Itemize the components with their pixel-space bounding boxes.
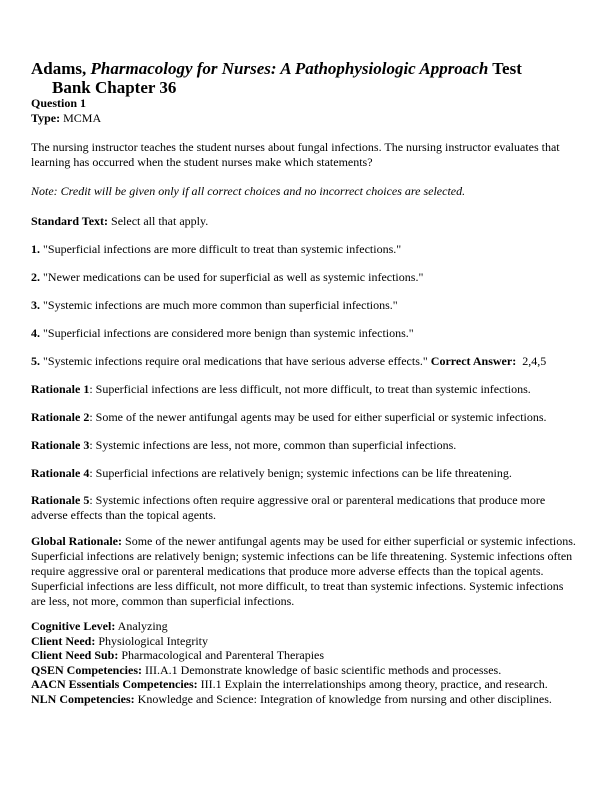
classification-block [31,619,581,706]
classification-label: AACN Essentials Competencies: [31,677,198,691]
option-text: "Systemic infections require oral medications that have serious adverse effects." [43,354,428,368]
type-value: MCMA [63,111,102,125]
option-1 [31,242,581,257]
rationale-label: Rationale 1 [31,382,90,396]
title-book: Pharmacology for Nurses: A Pathophysiologic Approach [90,59,489,78]
classification-label: Cognitive Level: [31,619,116,633]
credit-note: Note: Credit will be given only if all correct choices and no incorrect choices are selected. [31,184,466,198]
question-number: Question 1 [31,96,87,110]
rationale-label: Rationale 4 [31,466,90,480]
classification-value: III.A.1 Demonstrate knowledge of basic scientific methods and processes. [145,662,502,677]
option-number: 3. [31,298,40,312]
type-label: Type: [31,111,61,125]
option-2 [31,270,581,285]
classification-label: Client Need Sub: [31,648,119,662]
correct-answer-label: Correct Answer: [430,354,517,368]
classification-value: Physiological Integrity [98,633,208,648]
rationale-label: Rationale 2 [31,410,90,424]
rationale-text: : Systemic infections are less, not more, common than superficial infections. [89,438,457,452]
question-type [31,111,581,126]
classification-value: Analyzing [117,619,168,633]
title-author: Adams, [31,59,87,78]
option-text: "Systemic infections are much more common than superficial infections." [43,298,398,312]
client-need-sub [31,648,581,663]
option-text: "Newer medications can be used for superficial as well as systemic infections." [43,270,424,284]
option-text: "Superficial infections are considered more benign than systemic infections." [43,326,414,340]
rationale-label: Rationale 3 [31,438,90,452]
title-suffix: Test [492,59,522,78]
classification-label: QSEN Competencies: [31,662,142,677]
classification-value: Pharmacological and Parenteral Therapies [121,648,325,662]
option-number: 1. [31,242,40,256]
option-5 [31,354,581,369]
option-3 [31,298,581,313]
rationale-1 [31,382,581,397]
standard-text-label: Standard Text: [31,214,109,228]
classification-label: NLN Competencies: [31,691,135,706]
classification-value: III.1 Explain the interrelationships among theory, practice, and research. [200,677,548,691]
standard-text [31,214,581,229]
title-line2: Bank Chapter 36 [52,78,177,97]
document-title [31,59,581,97]
option-number: 4. [31,326,40,340]
question-stem: The nursing instructor teaches the student nurses about fungal infections. The nursing instructor evaluates that learning has occurred when the student nurses make which statements? [31,140,560,169]
correct-answer-value: 2,4,5 [522,354,547,368]
rationale-text: : Superficial infections are less difficult, not more difficult, to treat than systemic infections. [89,382,531,396]
rationale-2 [31,410,581,425]
cognitive-level [31,619,581,634]
global-rationale-text: Some of the newer antifungal agents may be used for either superficial or systemic infections. Superficial infections are relatively benign; systemic infections can be life threatening. Systemic infections often require aggressive oral or parenteral medications that produce more adverse effects than the topical agents. Superficial infections are less difficult, not more difficult, to treat than systemic infections. Systemic infections are less, not more, common than superficial infections. [31,534,576,608]
rationale-4 [31,466,581,481]
rationale-text: : Some of the newer antifungal agents may be used for either superficial or systemic infections. [89,410,547,424]
classification-value: Knowledge and Science: Integration of knowledge from nursing and other disciplines. [137,691,552,706]
rationale-text: : Superficial infections are relatively benign; systemic infections can be life threatening. [89,466,512,480]
client-need [31,634,581,649]
classification-label: Client Need: [31,633,96,648]
option-number: 2. [31,270,40,284]
global-rationale-label: Global Rationale: [31,534,123,548]
global-rationale [31,534,581,609]
rationale-3 [31,438,581,453]
rationale-label: Rationale 5 [31,493,90,507]
option-number: 5. [31,354,40,368]
qsen-competencies [31,663,581,678]
option-4 [31,326,581,341]
aacn-competencies [31,677,581,692]
option-text: "Superficial infections are more difficult to treat than systemic infections." [43,242,402,256]
nln-competencies [31,692,581,707]
rationale-5 [31,493,581,522]
rationale-text: : Systemic infections often require aggressive oral or parenteral medications that produce more adverse effects than the topical agents. [31,493,546,522]
standard-text-value: Select all that apply. [111,214,209,228]
